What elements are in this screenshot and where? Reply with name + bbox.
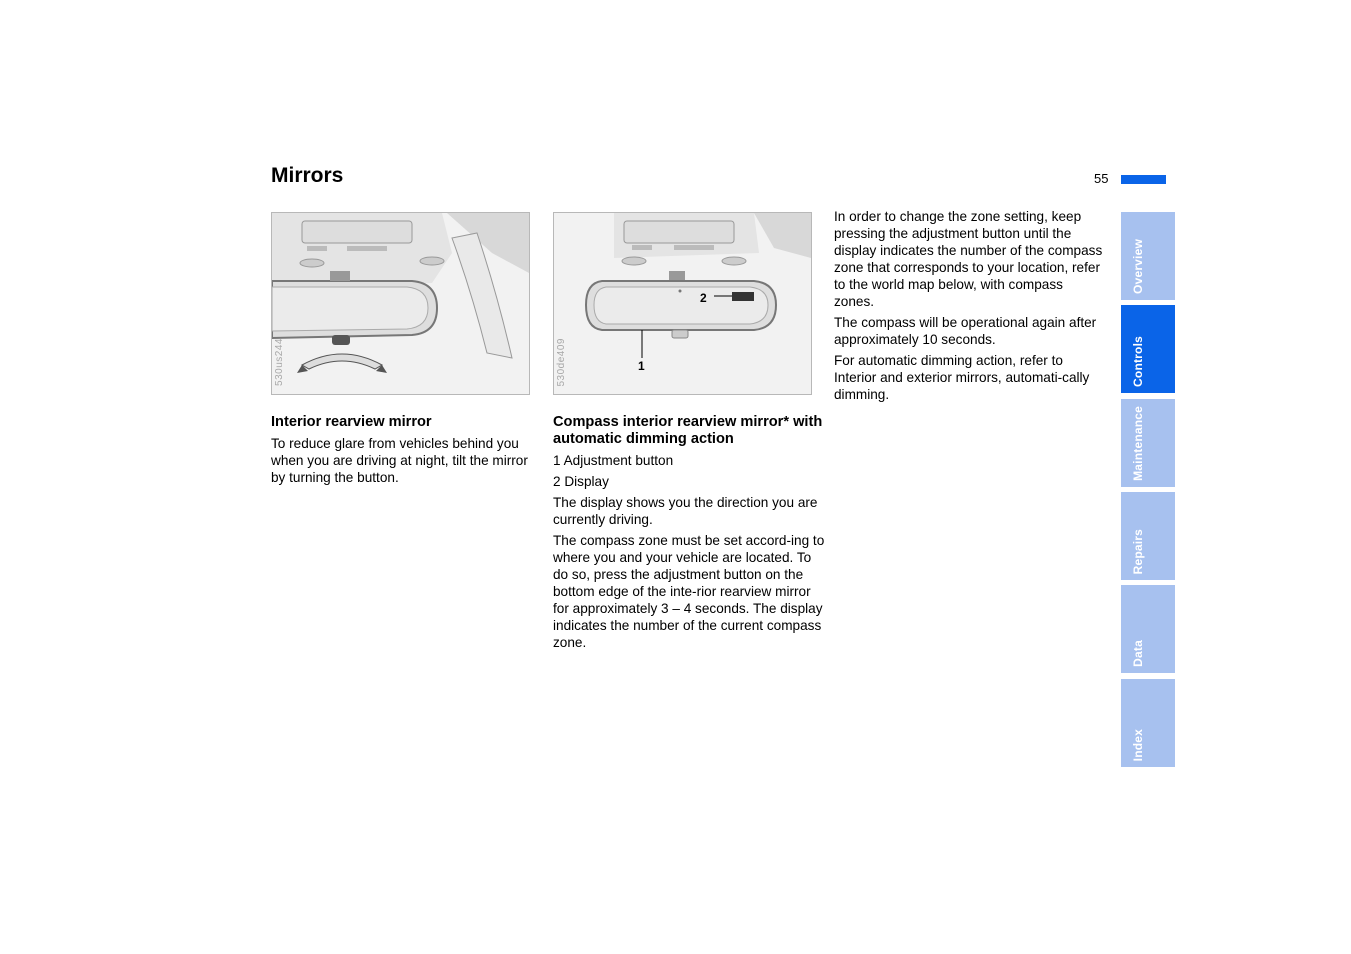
tab-repairs[interactable]: [1121, 492, 1175, 580]
body-text: In order to change the zone setting, keep pressing the adjustment button until the display indicates the number of the compass zone that corresponds to your location, refer to the world map below, with compass zones.: [834, 209, 1103, 309]
tab-label: Overview: [1131, 239, 1145, 294]
page-number-bar: [1121, 175, 1166, 184]
list-item: 2 Display: [553, 474, 609, 489]
column-interior-mirror: [271, 414, 529, 490]
column-compass-mirror: [553, 414, 825, 655]
figure-code: 530us244: [274, 338, 285, 386]
section-heading: Compass interior rearview mirror* with automatic dimming action: [553, 414, 823, 447]
tab-label: Data: [1131, 640, 1145, 667]
column-zone-setting: [834, 208, 1106, 407]
body-text: To reduce glare from vehicles behind you when you are driving at night, tilt the mirror by turning the button.: [271, 436, 528, 485]
tab-controls[interactable]: [1121, 305, 1175, 393]
interior-mirror-illustration: [271, 212, 530, 395]
body-text: The compass will be operational again after approximately 10 seconds.: [834, 315, 1097, 347]
list-item: 1 Adjustment button: [553, 453, 674, 468]
compass-mirror-illustration: [553, 212, 812, 395]
callout-label-2: 2: [700, 291, 707, 305]
body-text: The compass zone must be set accord-ing to where you and your vehicle are located. To do so, press the adjustment button on the bottom edge of the inte-rior rearview mirror for approximately 3 – 4 seconds. The display indicates the number of the current compass zone.: [553, 533, 825, 650]
tab-label: Controls: [1131, 336, 1145, 387]
tab-overview[interactable]: [1121, 212, 1175, 300]
tab-label: Index: [1131, 728, 1145, 761]
tab-label: Repairs: [1131, 528, 1145, 574]
tab-maintenance[interactable]: [1121, 399, 1175, 487]
tab-index[interactable]: [1121, 679, 1175, 767]
callout-label-1: 1: [638, 359, 645, 373]
figure-code: 530de409: [556, 337, 567, 386]
page-number: 55: [1094, 171, 1109, 186]
body-text: For automatic dimming action, refer to Interior and exterior mirrors, automati-cally dimming.: [834, 353, 1090, 402]
tab-label: Maintenance: [1131, 406, 1145, 481]
tab-data[interactable]: [1121, 585, 1175, 673]
page-title: Mirrors: [271, 164, 344, 187]
section-heading: Interior rearview mirror: [271, 414, 432, 430]
body-text: The display shows you the direction you are currently driving.: [553, 495, 818, 527]
